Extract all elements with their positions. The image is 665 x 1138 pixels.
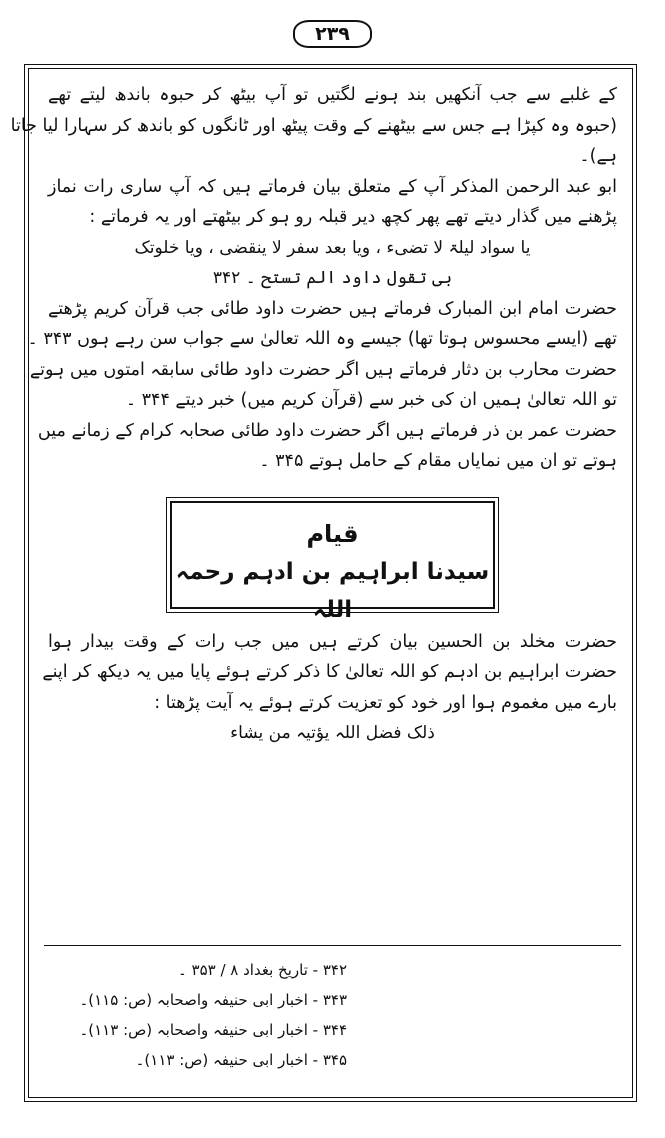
text-line: ہے)۔ xyxy=(579,146,617,166)
text-line: (حبوہ وہ کپڑا ہے جس سے بیٹھنے کے وقت پیٹھ اور ٹانگوں کو باندھ کر سہارا لیا جاتا xyxy=(10,115,617,136)
page-number-wrapper xyxy=(0,20,665,48)
footnote: ۳۴۳ - اخبار ابی حنیفہ واصحابہ (ص: ۱۱۵)۔ xyxy=(79,991,347,1009)
text-line: کے غلبے سے جب آنکھیں بند ہونے لگتیں تو آپ بیٹھ کر حبوہ باندھ لیتے تھے xyxy=(48,85,617,105)
footnote: ۳۴۵ - اخبار ابی حنیفہ (ص: ۱۱۳)۔ xyxy=(135,1051,347,1069)
page-number: ۲۳۹ xyxy=(293,20,372,48)
text-line: حضرت محارب بن دثار فرماتے ہیں اگر حضرت داود طائی سابقہ امتوں میں ہوتے xyxy=(29,359,617,380)
text-line: تو اللہ تعالیٰ ہمیں ان کی خبر سے (قرآن کریم میں) خبر دیتے ۳۴۴ ۔ xyxy=(125,390,617,410)
text-line: حضرت ابراہیم بن ادہم کو اللہ تعالیٰ کا ذکر کرتے ہوئے پایا میں یہ دیکھ کر اپنے xyxy=(42,662,617,682)
footnote: ۳۴۴ - اخبار ابی حنیفہ واصحابہ (ص: ۱۱۳)۔ xyxy=(79,1021,347,1039)
text-line: حضرت امام ابن المبارک فرماتے ہیں حضرت داود طائی جب قرآن کریم پڑھتے xyxy=(48,298,617,319)
footnotes xyxy=(48,955,347,1075)
text-line: ابو عبد الرحمن المذکر آپ کے متعلق بیان فرماتے ہیں کہ آپ ساری رات نماز xyxy=(48,176,617,197)
footnote: ۳۴۲ - تاریخ بغداد ۸ / ۳۵۳ ۔ xyxy=(177,961,347,979)
section-subtitle: سیدنا ابراہیم بن ادہم رحمہ اللہ xyxy=(175,558,490,623)
text-line: حضرت مخلد بن الحسین بیان کرتے ہیں میں جب رات کے وقت بیدار ہوا xyxy=(48,631,617,652)
section-title: قیام xyxy=(306,519,359,548)
main-text xyxy=(10,80,617,749)
text-line: ہوتے تو ان میں نمایاں مقام کے حامل ہوتے ۳۴۵ ۔ xyxy=(259,451,617,471)
quran-verse: ذلک فضل اللہ یؤتیہ من یشاء xyxy=(230,723,435,743)
text-line: حضرت عمر بن ذر فرماتے ہیں اگر حضرت داود طائی صحابہ کرام کے زمانے میں xyxy=(37,420,617,441)
text-line: پڑھنے میں گذار دیتے تھے پھر کچھ دیر قبلہ رو ہو کر بیٹھتے اور یہ فرماتے : xyxy=(89,207,617,227)
text-line: بارے میں مغموم ہوا اور خود کو تعزیت کرتے ہوئے یہ آیت پڑھتا : xyxy=(154,692,617,713)
footnote-divider xyxy=(44,945,621,946)
section-heading-box xyxy=(170,501,495,623)
text-line: تھے (ایسے محسوس ہوتا تھا) جیسے وہ اللہ تعالیٰ سے جواب سن رہے ہوں ۳۴۳ ۔ xyxy=(27,329,617,349)
arabic-verse-line: یا سواد لیلۃ لا تضیء ، ویا بعد سفر لا ینقضی ، ویا خلوتک xyxy=(134,237,531,258)
arabic-verse-line: بی تقول داود الم تستح ۔ ۳۴۲ xyxy=(212,268,453,288)
